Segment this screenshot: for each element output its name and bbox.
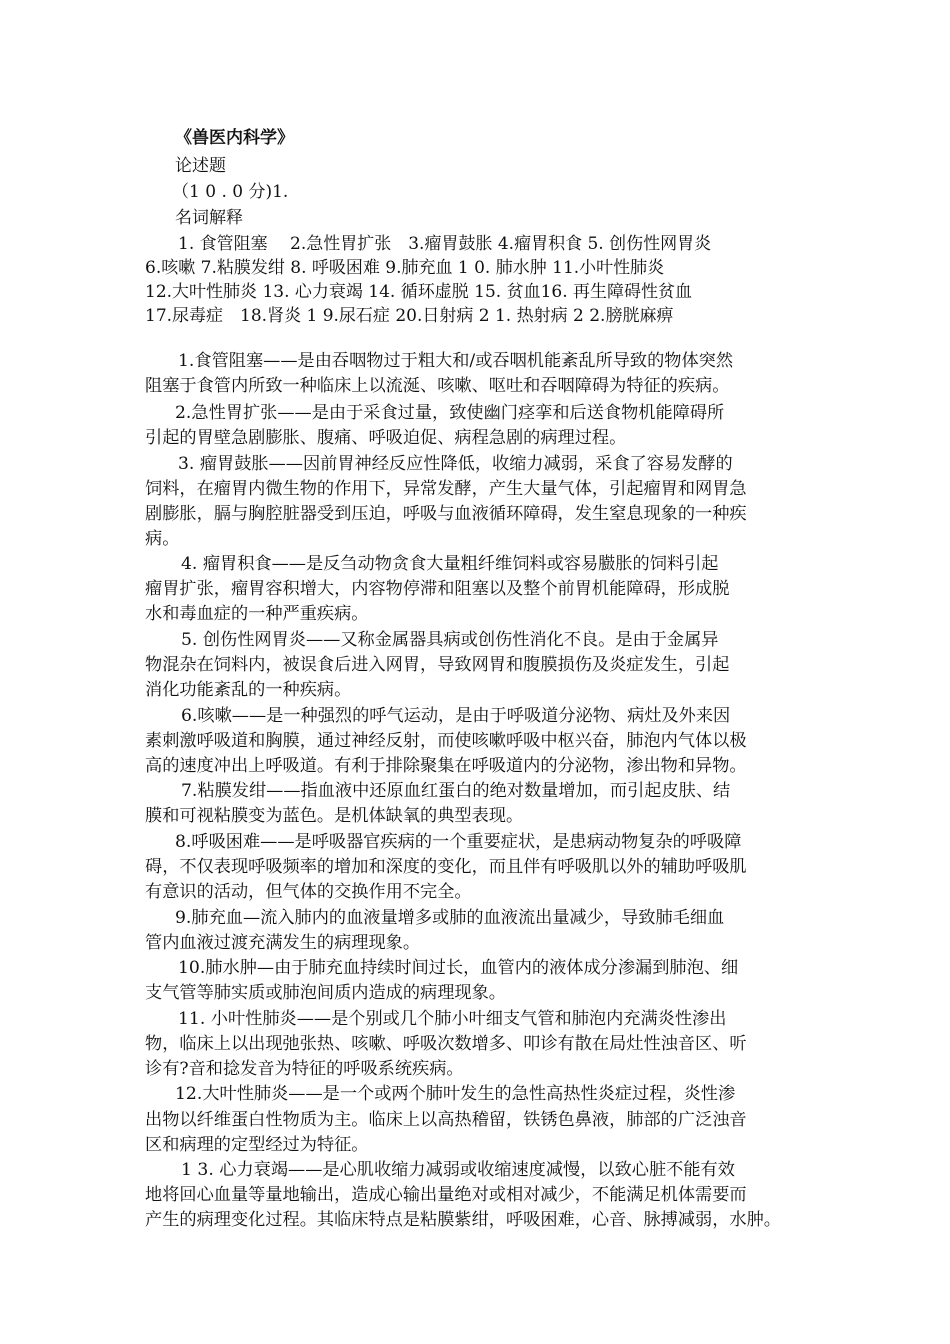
definition-line: 剧膨胀，膈与胸腔脏器受到压迫，呼吸与血液循环障碍，发生窒息现象的一种疾 [145,504,747,524]
section-heading: 论述题 [175,156,226,176]
definition-line: 区和病理的定型经过为特征。 [145,1135,369,1155]
subsection-heading: 名词解释 [175,208,243,228]
term-list-line: 1. 食管阻塞 2.急性胃扩张 3.瘤胃鼓胀 4.瘤胃积食 5. 创伤性网胃炎 [178,234,712,254]
score-label: （1 0 . 0 分)1. [172,182,289,202]
definition-line: 水和毒血症的一种严重疾病。 [145,604,369,624]
definition-line: 4. 瘤胃积食——是反刍动物贪食大量粗纤维饲料或容易臌胀的饲料引起 [181,554,719,574]
definition-line: 支气管等肺实质或肺泡间质内造成的病理现象。 [145,983,506,1003]
definition-line: 3. 瘤胃鼓胀——因前胃神经反应性降低，收缩力减弱，采食了容易发酵的 [178,454,733,474]
definition-line: 产生的病理变化过程。其临床特点是粘膜紫绀，呼吸困难，心音、脉搏减弱，水肿。 [145,1210,781,1230]
definition-line: 5. 创伤性网胃炎——又称金属器具病或创伤性消化不良。是由于金属异 [181,630,719,650]
definition-line: 碍，不仅表现呼吸频率的增加和深度的变化，而且伴有呼吸肌以外的辅助呼吸肌 [145,857,747,877]
definition-line: 2.急性胃扩张——是由于采食过量，致使幽门痉挛和后送食物机能障碍所 [175,403,725,423]
definition-line: 12.大叶性肺炎——是一个或两个肺叶发生的急性高热性炎症过程，炎性渗 [175,1084,736,1104]
definition-line: 膜和可视粘膜变为蓝色。是机体缺氧的典型表现。 [145,806,524,826]
definition-line: 阻塞于食管内所致一种临床上以流涎、咳嗽、呕吐和吞咽障碍为特征的疾病。 [145,376,730,396]
definition-line: 8.呼吸困难——是呼吸器官疾病的一个重要症状，是患病动物复杂的呼吸障 [175,832,742,852]
definition-line: 9.肺充血—流入肺内的血液量增多或肺的血液流出量减少，导致肺毛细血 [175,908,725,928]
term-list-line: 12.大叶性肺炎 13. 心力衰竭 14. 循环虚脱 15. 贫血16. 再生障碍性贫血 [145,282,693,302]
definition-line: 饲料，在瘤胃内微生物的作用下，异常发酵，产生大量气体，引起瘤胃和网胃急 [145,479,747,499]
definition-line: 高的速度冲出上呼吸道。有利于排除聚集在呼吸道内的分泌物，渗出物和异物。 [145,756,747,776]
term-list-line: 17.尿毒症 18.肾炎 1 9.尿石症 20.日射病 2 1. 热射病 2 2.膀胱麻痹 [145,306,674,326]
definition-line: 瘤胃扩张，瘤胃容积增大，内容物停滞和阻塞以及整个前胃机能障碍，形成脱 [145,579,730,599]
definition-line: 管内血液过渡充满发生的病理现象。 [145,933,421,953]
document-title: 《兽医内科学》 [175,128,294,148]
definition-line: 11. 小叶性肺炎——是个别或几个肺小叶细支气管和肺泡内充满炎性渗出 [178,1009,727,1029]
definition-line: 诊有?音和捻发音为特征的呼吸系统疾病。 [145,1059,464,1079]
definition-line: 7.粘膜发绀——指血液中还原血红蛋白的绝对数量增加，而引起皮肤、结 [181,781,731,801]
definition-line: 1.食管阻塞——是由吞咽物过于粗大和/或吞咽机能紊乱所导致的物体突然 [178,351,734,371]
definition-line: 素刺激呼吸道和胸膜，通过神经反射，而使咳嗽呼吸中枢兴奋，肺泡内气体以极 [145,731,747,751]
definition-line: 引起的胃壁急剧膨胀、腹痛、呼吸迫促、病程急剧的病理过程。 [145,428,627,448]
definition-line: 6.咳嗽——是一种强烈的呼气运动，是由于呼吸道分泌物、病灶及外来因 [181,706,731,726]
definition-line: 消化功能紊乱的一种疾病。 [145,680,352,700]
definition-line: 病。 [145,529,180,549]
definition-line: 物，临床上以出现弛张热、咳嗽、呼吸次数增多、叩诊有散在局灶性浊音区、听 [145,1034,747,1054]
definition-line: 地将回心血量等量地输出，造成心输出量绝对或相对减少，不能满足机体需要而 [145,1185,747,1205]
definition-line: 出物以纤维蛋白性物质为主。临床上以高热稽留，铁锈色鼻液，肺部的广泛浊音 [145,1110,747,1130]
definition-line: 1 3. 心力衰竭——是心肌收缩力减弱或收缩速度减慢，以致心脏不能有效 [181,1160,735,1180]
definition-line: 有意识的活动，但气体的交换作用不完全。 [145,882,472,902]
term-list-line: 6.咳嗽 7.粘膜发绀 8. 呼吸困难 9.肺充血 1 0. 肺水肿 11.小叶性肺炎 [145,258,665,278]
definition-line: 10.肺水肿—由于肺充血持续时间过长，血管内的液体成分渗漏到肺泡、细 [178,958,739,978]
definition-line: 物混杂在饲料内，被误食后进入网胃，导致网胃和腹膜损伤及炎症发生，引起 [145,655,730,675]
